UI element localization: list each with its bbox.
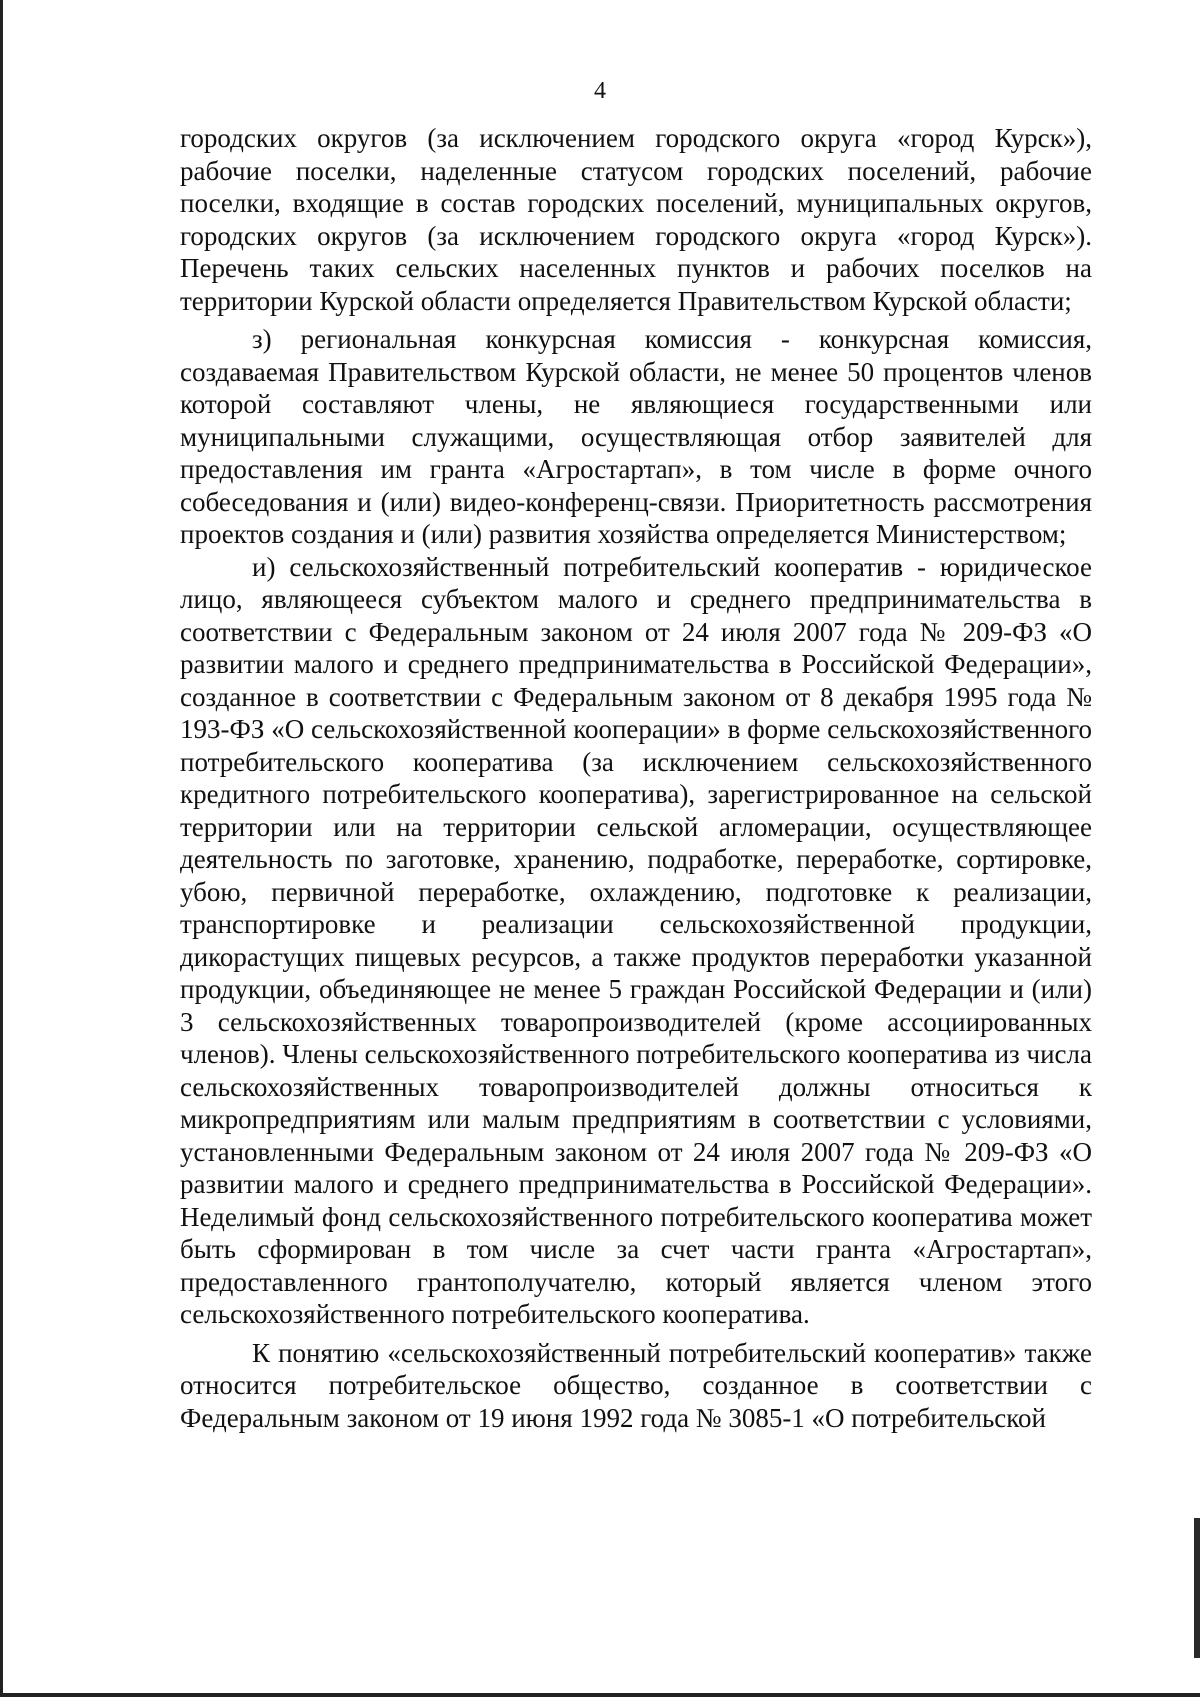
scan-edge-right bbox=[1194, 1518, 1200, 1658]
paragraph-continuation: городских округов (за исключением городского округа «город Курск»), рабочие поселки, наделенные статусом городских поселений, рабочие поселки, входящие в состав городских поселений, муниципальных округов, городских округов (за исключением городского округа «город Курск»). Перечень таких сельских населенных пунктов и рабочих поселков на территории Курской области определяется Правительством Курской области; bbox=[180, 123, 1092, 316]
page-number: 4 bbox=[594, 78, 606, 104]
scan-edge-left bbox=[0, 0, 3, 1697]
document-body bbox=[180, 122, 1092, 1434]
paragraph-item-i: и) сельскохозяйственный потребительский кооператив - юридическое лицо, являющееся субъектом малого и среднего предпринимательства в соответствии с Федеральным законом от 24 июля 2007 года № 209-ФЗ «О развитии малого и среднего предпринимательства в Российской Федерации», созданное в соответствии с Федеральным законом от 8 декабря 1995 года № 193-ФЗ «О сельскохозяйственной кооперации» в форме сельскохозяйственного потребительского кооператива (за исключением сельскохозяйственного кредитного потребительского кооператива), зарегистрированное на сельской территории или на территории сельской агломерации, осуществляющее деятельность по заготовке, хранению, подработке, переработке, сортировке, убою, первичной переработке, охлаждению, подготовке к реализации, транспортировке и реализации сельскохозяйственной продукции, дикорастущих пищевых ресурсов, а также продуктов переработки указанной продукции, объединяющее не менее 5 граждан Российской Федерации и (или) 3 сельскохозяйственных товаропроизводителей (кроме ассоциированных членов). Члены сельскохозяйственного потребительского кооператива из числа сельскохозяйственных товаропроизводителей должны относиться к микропредприятиям или малым предприятиям в соответствии с условиями, установленными Федеральным законом от 24 июля 2007 года № 209-ФЗ «О развитии малого и среднего предпринимательства в Российской Федерации». Неделимый фонд сельскохозяйственного потребительского кооператива может быть сформирован в том числе за счет части гранта «Агростартап», предоставленного грантополучателю, который является членом этого сельскохозяйственного потребительского кооператива. bbox=[180, 551, 1092, 1329]
paragraph-item-z: з) региональная конкурсная комиссия - конкурсная комиссия, создаваемая Правительством Курской области, не менее 50 процентов членов которой составляют члены, не являющиеся государственными или муниципальными служащими, осуществляющая отбор заявителей для предоставления им гранта «Агростартап», в том числе в форме очного собеседования и (или) видео-конференц-связи. Приоритетность рассмотрения проектов создания и (или) развития хозяйства определяется Министерством; bbox=[180, 324, 1092, 549]
paragraph-cooperative-definition: К понятию «сельскохозяйственный потребительский кооператив» также относится потребительское общество, созданное в соответствии с Федеральным законом от 19 июня 1992 года № 3085-1 «О потребительской bbox=[180, 1337, 1092, 1433]
scan-edge-bottom bbox=[0, 1693, 1200, 1697]
